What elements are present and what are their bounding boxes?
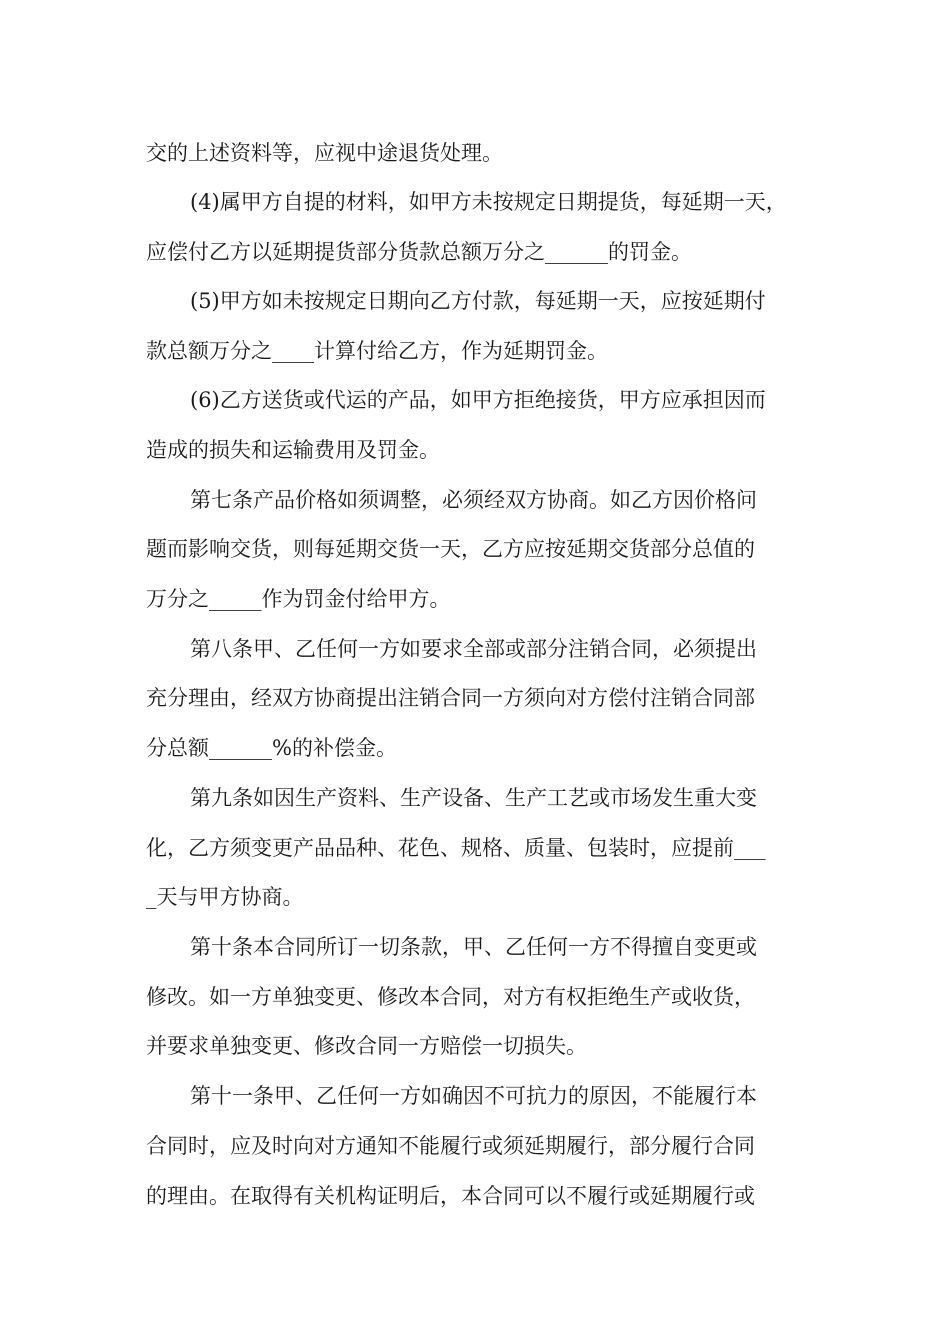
text-line: 万分之_____作为罚金付给甲方。	[146, 587, 451, 611]
text-line: 化，乙方须变更产品品种、花色、规格、质量、包装时，应提前___	[146, 836, 766, 860]
paragraph-first-line: (6)乙方送货或代运的产品，如甲方拒绝接货，甲方应承担因而	[190, 388, 766, 412]
text-line: 交的上述资料等，应视中途退货处理。	[146, 141, 503, 165]
text-line: 题而影响交货，则每延期交货一天，乙方应按延期交货部分总值的	[146, 537, 755, 561]
text-line: 合同时，应及时向对方通知不能履行或须延期履行，部分履行合同	[146, 1134, 755, 1158]
text-line: 充分理由，经双方协商提出注销合同一方须向对方偿付注销合同部	[146, 686, 755, 710]
text-line: 应偿付乙方以延期提货部分货款总额万分之______的罚金。	[146, 240, 692, 264]
text-line: 款总额万分之____计算付给乙方，作为延期罚金。	[146, 339, 608, 363]
paragraph-first-line: (5)甲方如未按规定日期向乙方付款，每延期一天，应按延期付	[190, 289, 766, 313]
paragraph-first-line: 第十一条甲、乙任何一方如确因不可抗力的原因，不能履行本	[190, 1084, 757, 1108]
text-line: 造成的损失和运输费用及罚金。	[146, 438, 440, 462]
paragraph-first-line: 第七条产品价格如须调整，必须经双方协商。如乙方因价格问	[190, 488, 757, 512]
text-line: 分总额______%的补偿金。	[146, 736, 397, 760]
paragraph-first-line: 第十条本合同所订一切条款，甲、乙任何一方不得擅自变更或	[190, 935, 757, 959]
text-line: _天与甲方协商。	[146, 885, 304, 909]
text-line: 修改。如一方单独变更、修改本合同，对方有权拒绝生产或收货，	[146, 985, 755, 1009]
paragraph-first-line: 第八条甲、乙任何一方如要求全部或部分注销合同，必须提出	[190, 637, 757, 661]
text-line: 的理由。在取得有关机构证明后，本合同可以不履行或延期履行或	[146, 1184, 755, 1208]
paragraph-first-line: (4)属甲方自提的材料，如甲方未按规定日期提货，每延期一天，	[190, 190, 787, 214]
text-line: 并要求单独变更、修改合同一方赔偿一切损失。	[146, 1034, 587, 1058]
paragraph-first-line: 第九条如因生产资料、生产设备、生产工艺或市场发生重大变	[190, 786, 757, 810]
